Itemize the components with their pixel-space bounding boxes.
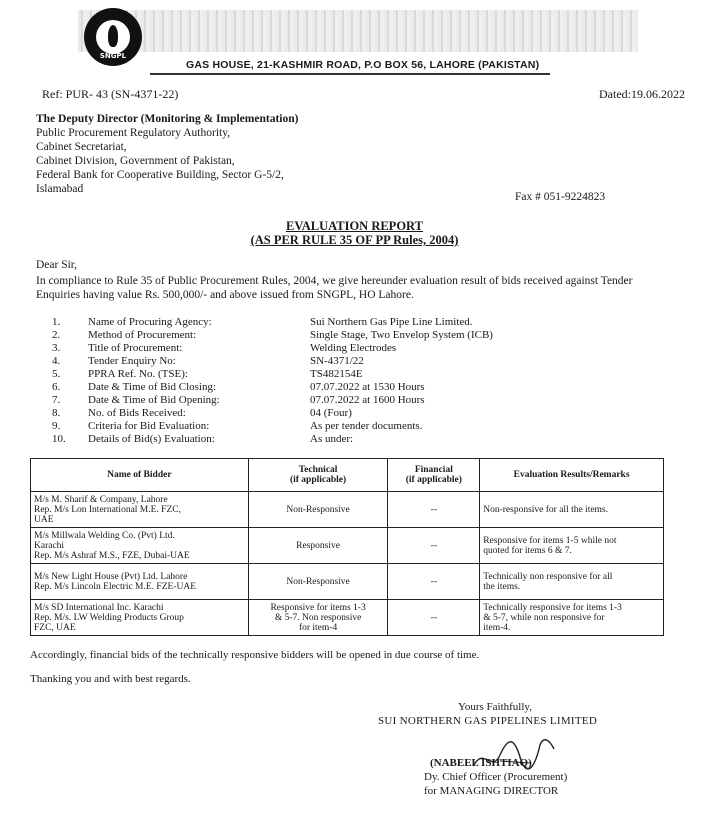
cell-bidder-line: M/s New Light House (Pvt) Ltd. Lahore <box>34 571 188 582</box>
cell-remarks <box>480 492 664 528</box>
signatory-for: for MANAGING DIRECTOR <box>424 785 559 797</box>
detail-number: 4. <box>52 355 61 367</box>
addressee-block <box>36 112 298 196</box>
addressee-line: Cabinet Secretariat, <box>36 141 127 153</box>
addressee-line: Public Procurement Regulatory Authority, <box>36 127 231 139</box>
cell-bidder-line: M/s SD International Inc. Karachi <box>34 602 164 613</box>
detail-value: As per tender documents. <box>310 420 423 432</box>
addressee-line: The Deputy Director (Monitoring & Implementation) <box>36 113 299 125</box>
detail-number: 9. <box>52 420 61 432</box>
cell-remarks-line: Non-responsive for all the items. <box>483 504 609 515</box>
cell-bidder <box>31 564 249 600</box>
cell-technical-line: Non-Responsive <box>286 504 350 515</box>
cell-financial-line: -- <box>430 576 437 587</box>
cell-technical <box>248 564 388 600</box>
cell-remarks-line: the items. <box>483 581 521 592</box>
detail-number: 5. <box>52 368 61 380</box>
cell-bidder-line: Rep. M/s Ashraf M.S., FZE, Dubai-UAE <box>34 550 190 561</box>
detail-number: 8. <box>52 407 61 419</box>
detail-value: Single Stage, Two Envelop System (ICB) <box>310 329 493 341</box>
cell-bidder <box>31 600 249 636</box>
detail-value: Welding Electrodes <box>310 342 397 354</box>
cell-remarks-line: Responsive for items 1-5 while not <box>483 535 617 546</box>
letterhead-rule <box>150 73 550 75</box>
detail-value: 07.07.2022 at 1600 Hours <box>310 394 425 406</box>
signoff-company: SUI NORTHERN GAS PIPELINES LIMITED <box>378 715 598 727</box>
cell-remarks-line: & 5-7, while non responsive for <box>483 612 605 623</box>
cell-financial <box>388 492 480 528</box>
letterhead-address: GAS HOUSE, 21-KASHMIR ROAD, P.O BOX 56, LAHORE (PAKISTAN) <box>186 59 540 71</box>
cell-remarks-line: Technically responsive for items 1-3 <box>483 602 622 613</box>
table-row <box>31 600 664 636</box>
detail-number: 1. <box>52 316 61 328</box>
detail-number: 7. <box>52 394 61 406</box>
reference-number: Ref: PUR- 43 (SN-4371-22) <box>42 87 179 101</box>
cell-bidder-line: M/s M. Sharif & Company, Lahore <box>34 494 168 505</box>
company-logo <box>84 8 142 66</box>
cell-technical-line: Responsive <box>296 540 340 551</box>
closing-line: Accordingly, financial bids of the technically responsive bidders will be opened in due course of time. <box>30 649 480 661</box>
signatory-designation: Dy. Chief Officer (Procurement) <box>424 771 568 783</box>
cell-remarks <box>480 600 664 636</box>
salutation: Dear Sir, <box>36 259 78 271</box>
detail-number: 6. <box>52 381 61 393</box>
cell-financial <box>388 600 480 636</box>
cell-financial-line: -- <box>430 504 437 515</box>
detail-value: SN-4371/22 <box>310 355 364 367</box>
detail-value: As under: <box>310 433 354 445</box>
table-row <box>31 492 664 528</box>
cell-technical <box>248 528 388 564</box>
header-bidder: Name of Bidder <box>31 459 249 492</box>
detail-label: PPRA Ref. No. (TSE): <box>88 368 188 380</box>
detail-number: 2. <box>52 329 61 341</box>
cell-remarks <box>480 528 664 564</box>
detail-value: Sui Northern Gas Pipe Line Limited. <box>310 316 473 328</box>
detail-value: TS482154E <box>310 368 363 380</box>
cell-bidder-line: M/s Millwala Welding Co. (Pvt) Ltd. <box>34 530 175 541</box>
detail-number: 10. <box>52 433 66 445</box>
fax-number: Fax # 051-9224823 <box>515 191 606 203</box>
cell-bidder-line: Rep. M/s Lon International M.E. FZC, <box>34 504 181 515</box>
cell-technical <box>248 600 388 636</box>
detail-label: Date & Time of Bid Closing: <box>88 381 217 393</box>
detail-number: 3. <box>52 342 61 354</box>
detail-label: Tender Enquiry No: <box>88 355 176 367</box>
letter-date: Dated:19.06.2022 <box>599 87 685 101</box>
header-remarks: Evaluation Results/Remarks <box>480 459 664 492</box>
letterhead-banner <box>78 10 638 52</box>
cell-bidder-line: UAE <box>34 514 54 525</box>
cell-financial-line: -- <box>430 540 437 551</box>
cell-technical-line: & 5-7. Non responsive <box>274 612 362 623</box>
report-title: EVALUATION REPORT <box>286 219 423 233</box>
signature <box>470 727 560 777</box>
cell-technical-line: Responsive for items 1-3 <box>270 602 366 613</box>
cell-bidder-line: Rep. M/s. LW Welding Products Group <box>34 612 184 623</box>
detail-label: No. of Bids Received: <box>88 407 186 419</box>
header-technical: Technical (if applicable) <box>248 459 388 492</box>
detail-label: Method of Procurement: <box>88 329 197 341</box>
cell-financial-line: -- <box>430 612 437 623</box>
cell-technical-line: Non-Responsive <box>286 576 350 587</box>
logo-text: SNGPL <box>99 52 127 60</box>
cell-bidder-line: Rep. M/s Lincoln Electric M.E. FZE-UAE <box>34 581 196 592</box>
detail-value: 07.07.2022 at 1530 Hours <box>310 381 425 393</box>
detail-label: Name of Procuring Agency: <box>88 316 212 328</box>
cell-remarks-line: item-4. <box>483 622 511 633</box>
signoff-yours: Yours Faithfully, <box>458 701 532 713</box>
intro-paragraph: In compliance to Rule 35 of Public Procurement Rules, 2004, we give hereunder evaluation result of bids received against Tender Enquiries having value Rs. 500,000/- and above issued from SNGPL, HO Lahore. <box>36 275 633 301</box>
detail-label: Criteria for Bid Evaluation: <box>88 420 210 432</box>
thanks-line: Thanking you and with best regards. <box>30 673 191 685</box>
table-row <box>31 564 664 600</box>
cell-bidder-line: Karachi <box>34 540 65 551</box>
cell-bidder <box>31 528 249 564</box>
detail-value: 04 (Four) <box>310 407 352 419</box>
signatory-name: (NABEEL ISHTIAQ) <box>430 757 532 769</box>
cell-technical <box>248 492 388 528</box>
cell-remarks-line: Technically non responsive for all <box>483 571 613 582</box>
detail-label: Date & Time of Bid Opening: <box>88 394 220 406</box>
addressee-line: Islamabad <box>36 183 84 195</box>
cell-remarks-line: quoted for items 6 & 7. <box>483 545 572 556</box>
table-header-row <box>31 459 664 492</box>
cell-financial <box>388 528 480 564</box>
report-subtitle: (AS PER RULE 35 OF PP Rules, 2004) <box>250 233 459 247</box>
cell-bidder-line: FZC, UAE <box>34 622 76 633</box>
cell-remarks <box>480 564 664 600</box>
addressee-line: Federal Bank for Cooperative Building, Sector G-5/2, <box>36 169 284 181</box>
evaluation-table <box>30 458 664 636</box>
detail-label: Details of Bid(s) Evaluation: <box>88 433 215 445</box>
cell-bidder <box>31 492 249 528</box>
cell-financial <box>388 564 480 600</box>
cell-technical-line: for item-4 <box>298 622 338 633</box>
detail-label: Title of Procurement: <box>88 342 183 354</box>
table-row <box>31 528 664 564</box>
addressee-line: Cabinet Division, Government of Pakistan, <box>36 155 235 167</box>
header-financial: Financial (if applicable) <box>388 459 480 492</box>
